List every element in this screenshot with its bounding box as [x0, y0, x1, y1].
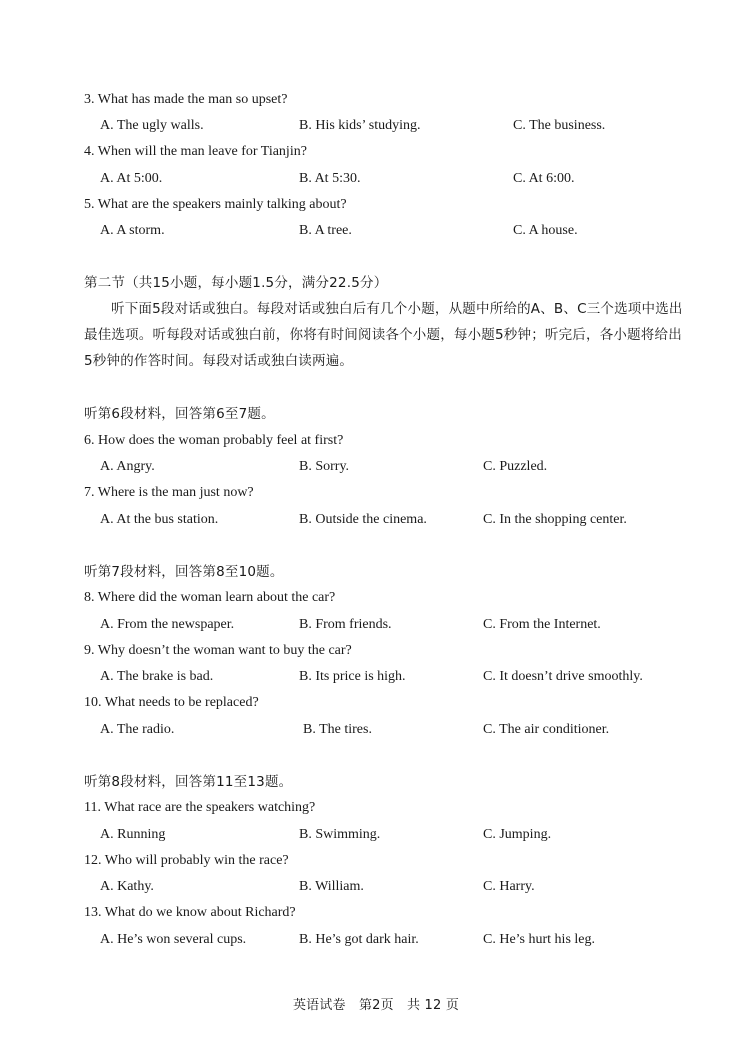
- question-6-stem: 6. How does the woman probably feel at first?: [84, 433, 344, 448]
- question-8-stem: 8. Where did the woman learn about the car?: [84, 590, 336, 605]
- question-8-option-c: C. From the Internet.: [483, 617, 601, 632]
- question-6-option-b: B. Sorry.: [299, 459, 350, 474]
- question-11-option-a: A. Running: [100, 827, 166, 842]
- question-13-option-b: B. He’s got dark hair.: [299, 932, 419, 947]
- question-10-option-c: C. The air conditioner.: [483, 722, 610, 737]
- material-6-heading: 听第6段材料，回答第6至7题。: [84, 406, 275, 422]
- question-10-option-b: B. The tires.: [303, 722, 372, 737]
- question-9-option-c: C. It doesn’t drive smoothly.: [483, 669, 643, 684]
- question-13-option-a: A. He’s won several cups.: [100, 932, 247, 947]
- question-7-option-c: C. In the shopping center.: [483, 512, 627, 527]
- question-5-option-b: B. A tree.: [299, 223, 352, 238]
- question-6-option-a: A. Angry.: [100, 459, 155, 474]
- question-8-option-b: B. From friends.: [299, 617, 392, 632]
- question-10-stem: 10. What needs to be replaced?: [84, 695, 259, 710]
- question-3-option-a: A. The ugly walls.: [100, 118, 204, 133]
- question-4-option-b: B. At 5:30.: [299, 171, 361, 186]
- question-3-option-c: C. The business.: [513, 118, 606, 133]
- question-4-stem: 4. When will the man leave for Tianjin?: [84, 144, 307, 159]
- question-9-stem: 9. Why doesn’t the woman want to buy the car?: [84, 643, 352, 658]
- question-12-option-b: B. William.: [299, 879, 364, 894]
- question-5-stem: 5. What are the speakers mainly talking about?: [84, 197, 347, 212]
- section-2-instruction: 听下面5段对话或独白。每段对话或独白后有几个小题，从题中所给的A、B、C三个选项中选出最佳选项。听每段对话或独白前，你将有时间阅读各个小题，每小题5秒钟；听完后，各小题将给出5秒钟的作答时间。每段对话或独白读两遍。: [84, 301, 683, 369]
- question-13-option-c: C. He’s hurt his leg.: [483, 932, 595, 947]
- question-10-option-a: A. The radio.: [100, 722, 175, 737]
- question-9-option-a: A. The brake is bad.: [100, 669, 214, 684]
- question-13-stem: 13. What do we know about Richard?: [84, 905, 296, 920]
- question-6-option-c: C. Puzzled.: [483, 459, 548, 474]
- question-7-option-b: B. Outside the cinema.: [299, 512, 427, 527]
- section-2-heading: 第二节（共15小题，每小题1.5分，满分22.5分）: [84, 275, 388, 291]
- question-4-option-c: C. At 6:00.: [513, 171, 575, 186]
- question-7-stem: 7. Where is the man just now?: [84, 485, 254, 500]
- question-11-option-b: B. Swimming.: [299, 827, 381, 842]
- question-3-stem: 3. What has made the man so upset?: [84, 92, 288, 107]
- page-footer: 英语试卷 第2页 共 12 页: [292, 998, 460, 1013]
- question-9-option-b: B. Its price is high.: [299, 669, 406, 684]
- question-7-option-a: A. At the bus station.: [100, 512, 219, 527]
- material-7-heading: 听第7段材料，回答第8至10题。: [84, 564, 284, 580]
- question-11-option-c: C. Jumping.: [483, 827, 552, 842]
- question-3-option-b: B. His kids’ studying.: [299, 118, 421, 133]
- material-8-heading: 听第8段材料，回答第11至13题。: [84, 774, 293, 790]
- question-12-option-a: A. Kathy.: [100, 879, 154, 894]
- question-5-option-c: C. A house.: [513, 223, 578, 238]
- question-8-option-a: A. From the newspaper.: [100, 617, 235, 632]
- question-11-stem: 11. What race are the speakers watching?: [84, 800, 316, 815]
- question-4-option-a: A. At 5:00.: [100, 171, 163, 186]
- question-12-option-c: C. Harry.: [483, 879, 535, 894]
- question-5-option-a: A. A storm.: [100, 223, 165, 238]
- question-12-stem: 12. Who will probably win the race?: [84, 853, 289, 868]
